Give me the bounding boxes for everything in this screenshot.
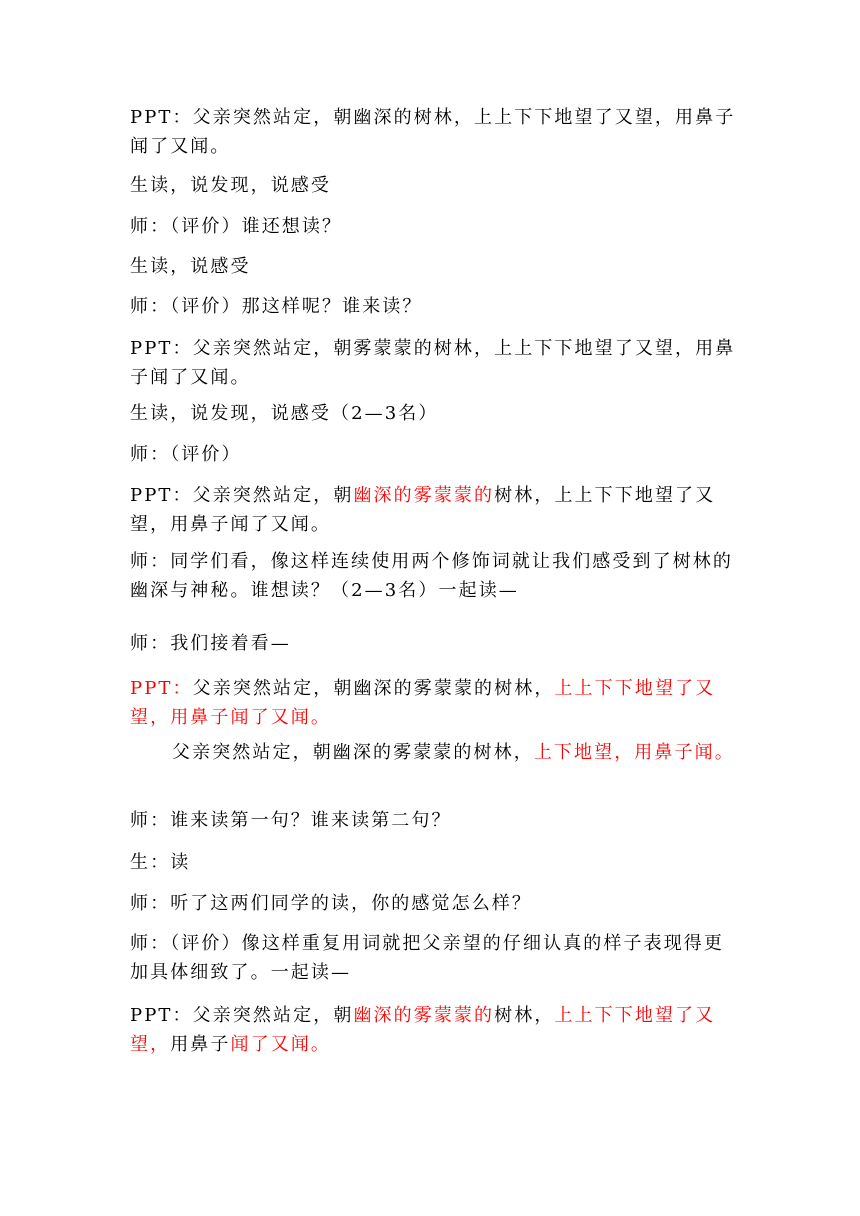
paragraph-2: 生读，说发现，说感受 — [130, 175, 331, 196]
paragraph-16: 师：听了这两们同学的读，你的感觉怎么样？ — [130, 893, 532, 914]
highlight-smell-repeat: 闻了又闻。 — [230, 1034, 332, 1055]
paragraph-6: PPT：父亲突然站定，朝雾蒙蒙的树林，上上下下地望了又望，用鼻子闻了又闻。 — [130, 338, 736, 388]
paragraph-13: 父亲突然站定，朝幽深的雾蒙蒙的树林，上下地望，用鼻子闻。 — [172, 742, 735, 763]
paragraph-8: 师：（评价） — [130, 444, 242, 465]
paragraph-14: 师：谁来读第一句？谁来读第二句？ — [130, 810, 452, 831]
paragraph-7: 生读，说发现，说感受（2—3名） — [130, 403, 439, 424]
highlight-modifiers-2: 幽深的雾蒙蒙的 — [353, 1005, 495, 1026]
highlight-ppt-label: PPT： — [130, 678, 193, 699]
paragraph-9: PPT：父亲突然站定，朝幽深的雾蒙蒙的树林，上上下下地望了又望，用鼻子闻了又闻。 — [130, 485, 716, 535]
paragraph-10: 师：同学们看，像这样连续使用两个修饰词就让我们感受到了树林的幽深与神秘。谁想读？（2—3名）一起读— — [130, 551, 733, 601]
paragraph-4: 生读，说感受 — [130, 256, 251, 277]
paragraph-3: 师：（评价）谁还想读？ — [130, 216, 343, 237]
highlight-modifiers: 幽深的雾蒙蒙的 — [353, 485, 495, 506]
paragraph-15: 生：读 — [130, 852, 191, 873]
highlight-repeated-actions: 上上下下地望了又望，用鼻子闻了又闻。 — [130, 678, 716, 728]
paragraph-12: PPT：父亲突然站定，朝幽深的雾蒙蒙的树林，上上下下地望了又望，用鼻子闻了又闻。 — [130, 678, 716, 728]
paragraph-1: PPT：父亲突然站定，朝幽深的树林，上上下下地望了又望，用鼻子闻了又闻。 — [130, 107, 736, 157]
paragraph-17: 师：（评价）像这样重复用词就把父亲望的仔细认真的样子表现得更加具体细致了。一起读— — [130, 933, 724, 983]
paragraph-5: 师：（评价）那这样呢？谁来读？ — [130, 296, 423, 317]
highlight-simple-actions: 上下地望，用鼻子闻。 — [533, 742, 735, 763]
highlight-look-repeat: 上上下下地望了又望， — [130, 1005, 716, 1055]
paragraph-18: PPT：父亲突然站定，朝幽深的雾蒙蒙的树林，上上下下地望了又望，用鼻子闻了又闻。 — [130, 1005, 716, 1055]
paragraph-11: 师：我们接着看— — [130, 633, 291, 654]
